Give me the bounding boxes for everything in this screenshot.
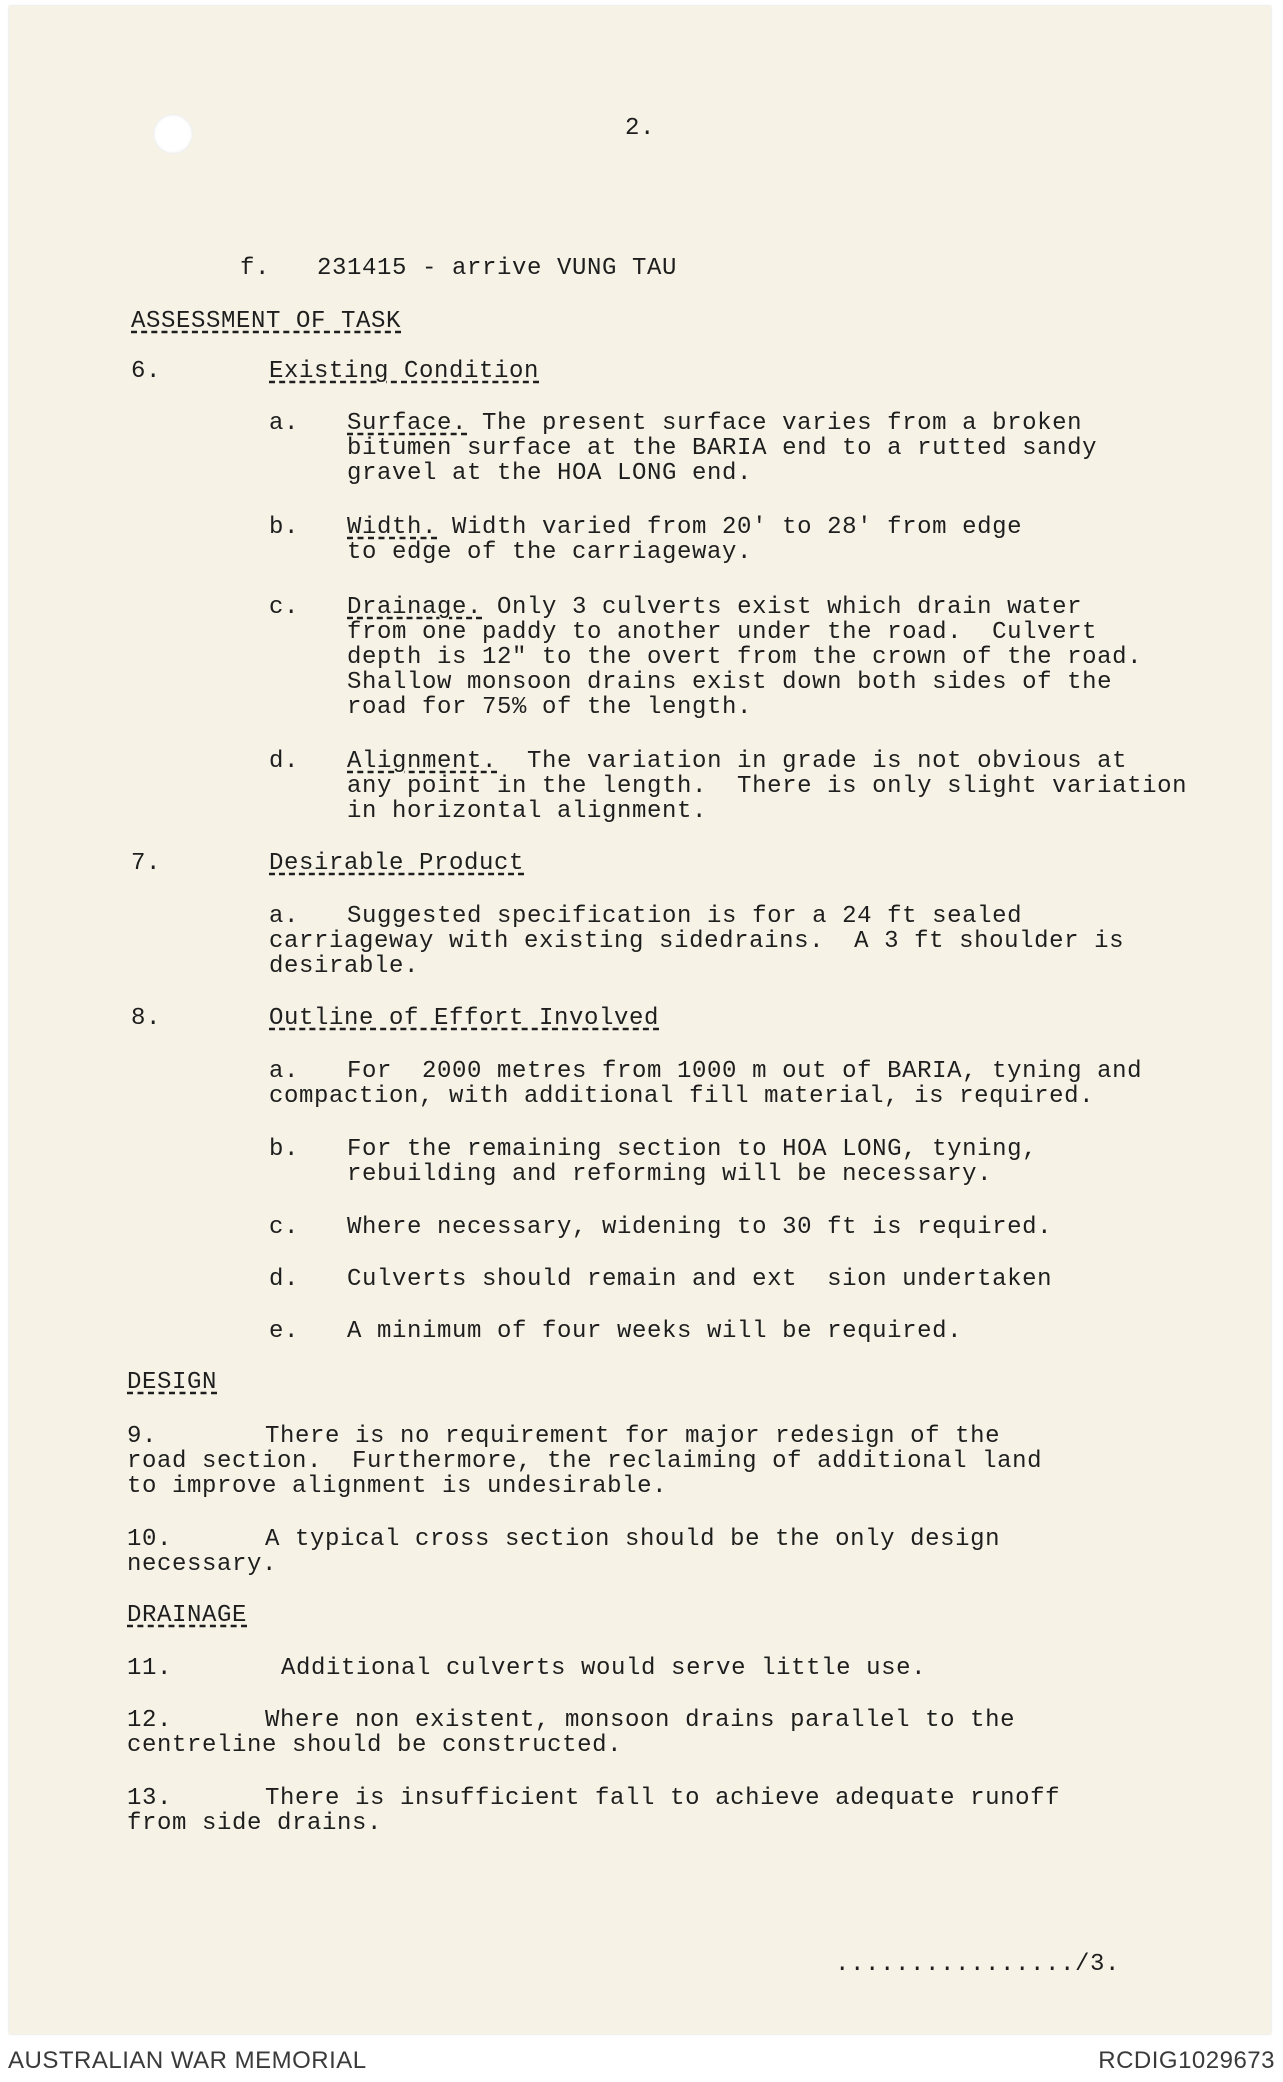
para-8a-line-1: For 2000 metres from 1000 m out of BARIA, tyning and xyxy=(347,1058,1143,1085)
para-11-number: 11. xyxy=(127,1655,173,1682)
para-8b-line-1: For the remaining section to HOA LONG, tyning, xyxy=(347,1136,1038,1163)
para-13-line-2: from side drains. xyxy=(127,1810,383,1837)
continuation-marker: ................/3. xyxy=(835,1951,1121,1978)
item-f-text: 231415 - arrive VUNG TAU xyxy=(317,255,678,282)
item-f-letter: f. xyxy=(240,255,271,282)
para-8b-letter: b. xyxy=(269,1136,300,1163)
footer-archive-name: AUSTRALIAN WAR MEMORIAL xyxy=(8,2047,367,2074)
para-8c-line-1: Where necessary, widening to 30 ft is required. xyxy=(347,1214,1053,1241)
para-6a-text xyxy=(347,411,1082,436)
para-6a-line-1: The present surface varies from a broken xyxy=(467,410,1083,437)
para-6d-title: Alignment. xyxy=(347,748,498,775)
para-6b-title: Width. xyxy=(347,514,438,541)
para-8a-letter: a. xyxy=(269,1058,300,1085)
para-8e-line-1: A minimum of four weeks will be required. xyxy=(347,1318,963,1345)
punch-hole xyxy=(153,114,193,154)
design-heading: DESIGN xyxy=(127,1369,218,1396)
para-6d-lines: The variation in grade is not obvious at any point in the length. There is only slight variation in horizontal alignment. xyxy=(347,748,1188,825)
para-12-line-1: Where non existent, monsoon drains parallel to the xyxy=(265,1707,1016,1734)
para-6a-title: Surface. xyxy=(347,410,468,437)
para-6b-line-1: Width varied from 20' to 28' from edge xyxy=(437,514,1023,541)
para-7a-line-1: Suggested specification is for a 24 ft sealed xyxy=(347,903,1023,930)
drainage-heading: DRAINAGE xyxy=(127,1602,248,1629)
para-7a-line-2: carriageway with existing sidedrains. A 3 ft shoulder is xyxy=(269,928,1125,955)
para-11-line-1: Additional culverts would serve little use. xyxy=(281,1655,927,1682)
assessment-heading: ASSESSMENT OF TASK xyxy=(131,308,402,335)
para-9-line-1: There is no requirement for major redesign of the xyxy=(265,1423,1001,1450)
para-8d-letter: d. xyxy=(269,1266,300,1293)
para-10-number: 10. xyxy=(127,1526,173,1553)
para-10-line-2: necessary. xyxy=(127,1551,278,1578)
para-6a-line-2: bitumen surface at the BARIA end to a rutted sandy xyxy=(347,435,1098,462)
para-8b-line-2: rebuilding and reforming will be necessary. xyxy=(347,1161,993,1188)
para-8d-line-1: Culverts should remain and ext sion undertaken xyxy=(347,1266,1053,1293)
para-6a-line-3: gravel at the HOA LONG end. xyxy=(347,460,753,487)
para-6c-title: Drainage. xyxy=(347,594,483,621)
para-6a-letter: a. xyxy=(269,410,300,437)
footer-record-id: RCDIG1029673 xyxy=(1098,2047,1275,2074)
para-9-line-2: road section. Furthermore, the reclaiming of additional land xyxy=(127,1448,1043,1475)
para-6c-line-4: Shallow monsoon drains exist down both sides of the xyxy=(347,669,1113,696)
para-8c-letter: c. xyxy=(269,1214,300,1241)
para-12-number: 12. xyxy=(127,1707,173,1734)
para-6b-line-2: to edge of the carriageway. xyxy=(347,539,753,566)
para-7a-letter: a. xyxy=(269,903,300,930)
para-8-number: 8. xyxy=(131,1005,162,1032)
para-8a-line-2: compaction, with additional fill material, is required. xyxy=(269,1083,1095,1110)
para-6c-line-3: depth is 12" to the overt from the crown of the road. xyxy=(347,644,1143,671)
para-13-number: 13. xyxy=(127,1785,173,1812)
para-6-heading: Existing Condition xyxy=(269,358,540,385)
para-8e-letter: e. xyxy=(269,1318,300,1345)
para-6c-letter: c. xyxy=(269,594,300,621)
para-13-line-1: There is insufficient fall to achieve adequate runoff xyxy=(265,1785,1061,1812)
para-6c-line-1: Only 3 culverts exist which drain water xyxy=(482,594,1083,621)
para-9-line-3: to improve alignment is undesirable. xyxy=(127,1473,668,1500)
para-8-heading: Outline of Effort Involved xyxy=(269,1005,660,1032)
para-7a-line-3: desirable. xyxy=(269,953,420,980)
para-7-number: 7. xyxy=(131,850,162,877)
para-10-line-1: A typical cross section should be the only design xyxy=(265,1526,1001,1553)
para-7-heading: Desirable Product xyxy=(269,850,525,877)
para-9-number: 9. xyxy=(127,1423,158,1450)
para-6c-text xyxy=(347,595,1082,620)
para-6d-text xyxy=(347,749,1187,824)
para-6-number: 6. xyxy=(131,358,162,385)
page-number: 2. xyxy=(625,115,656,142)
document-page xyxy=(9,6,1271,2034)
para-6b-text xyxy=(347,515,1022,540)
para-6b-letter: b. xyxy=(269,514,300,541)
para-12-line-2: centreline should be constructed. xyxy=(127,1732,623,1759)
para-6c-line-5: road for 75% of the length. xyxy=(347,694,753,721)
para-6d-letter: d. xyxy=(269,748,300,775)
para-6c-line-2: from one paddy to another under the road. Culvert xyxy=(347,619,1098,646)
